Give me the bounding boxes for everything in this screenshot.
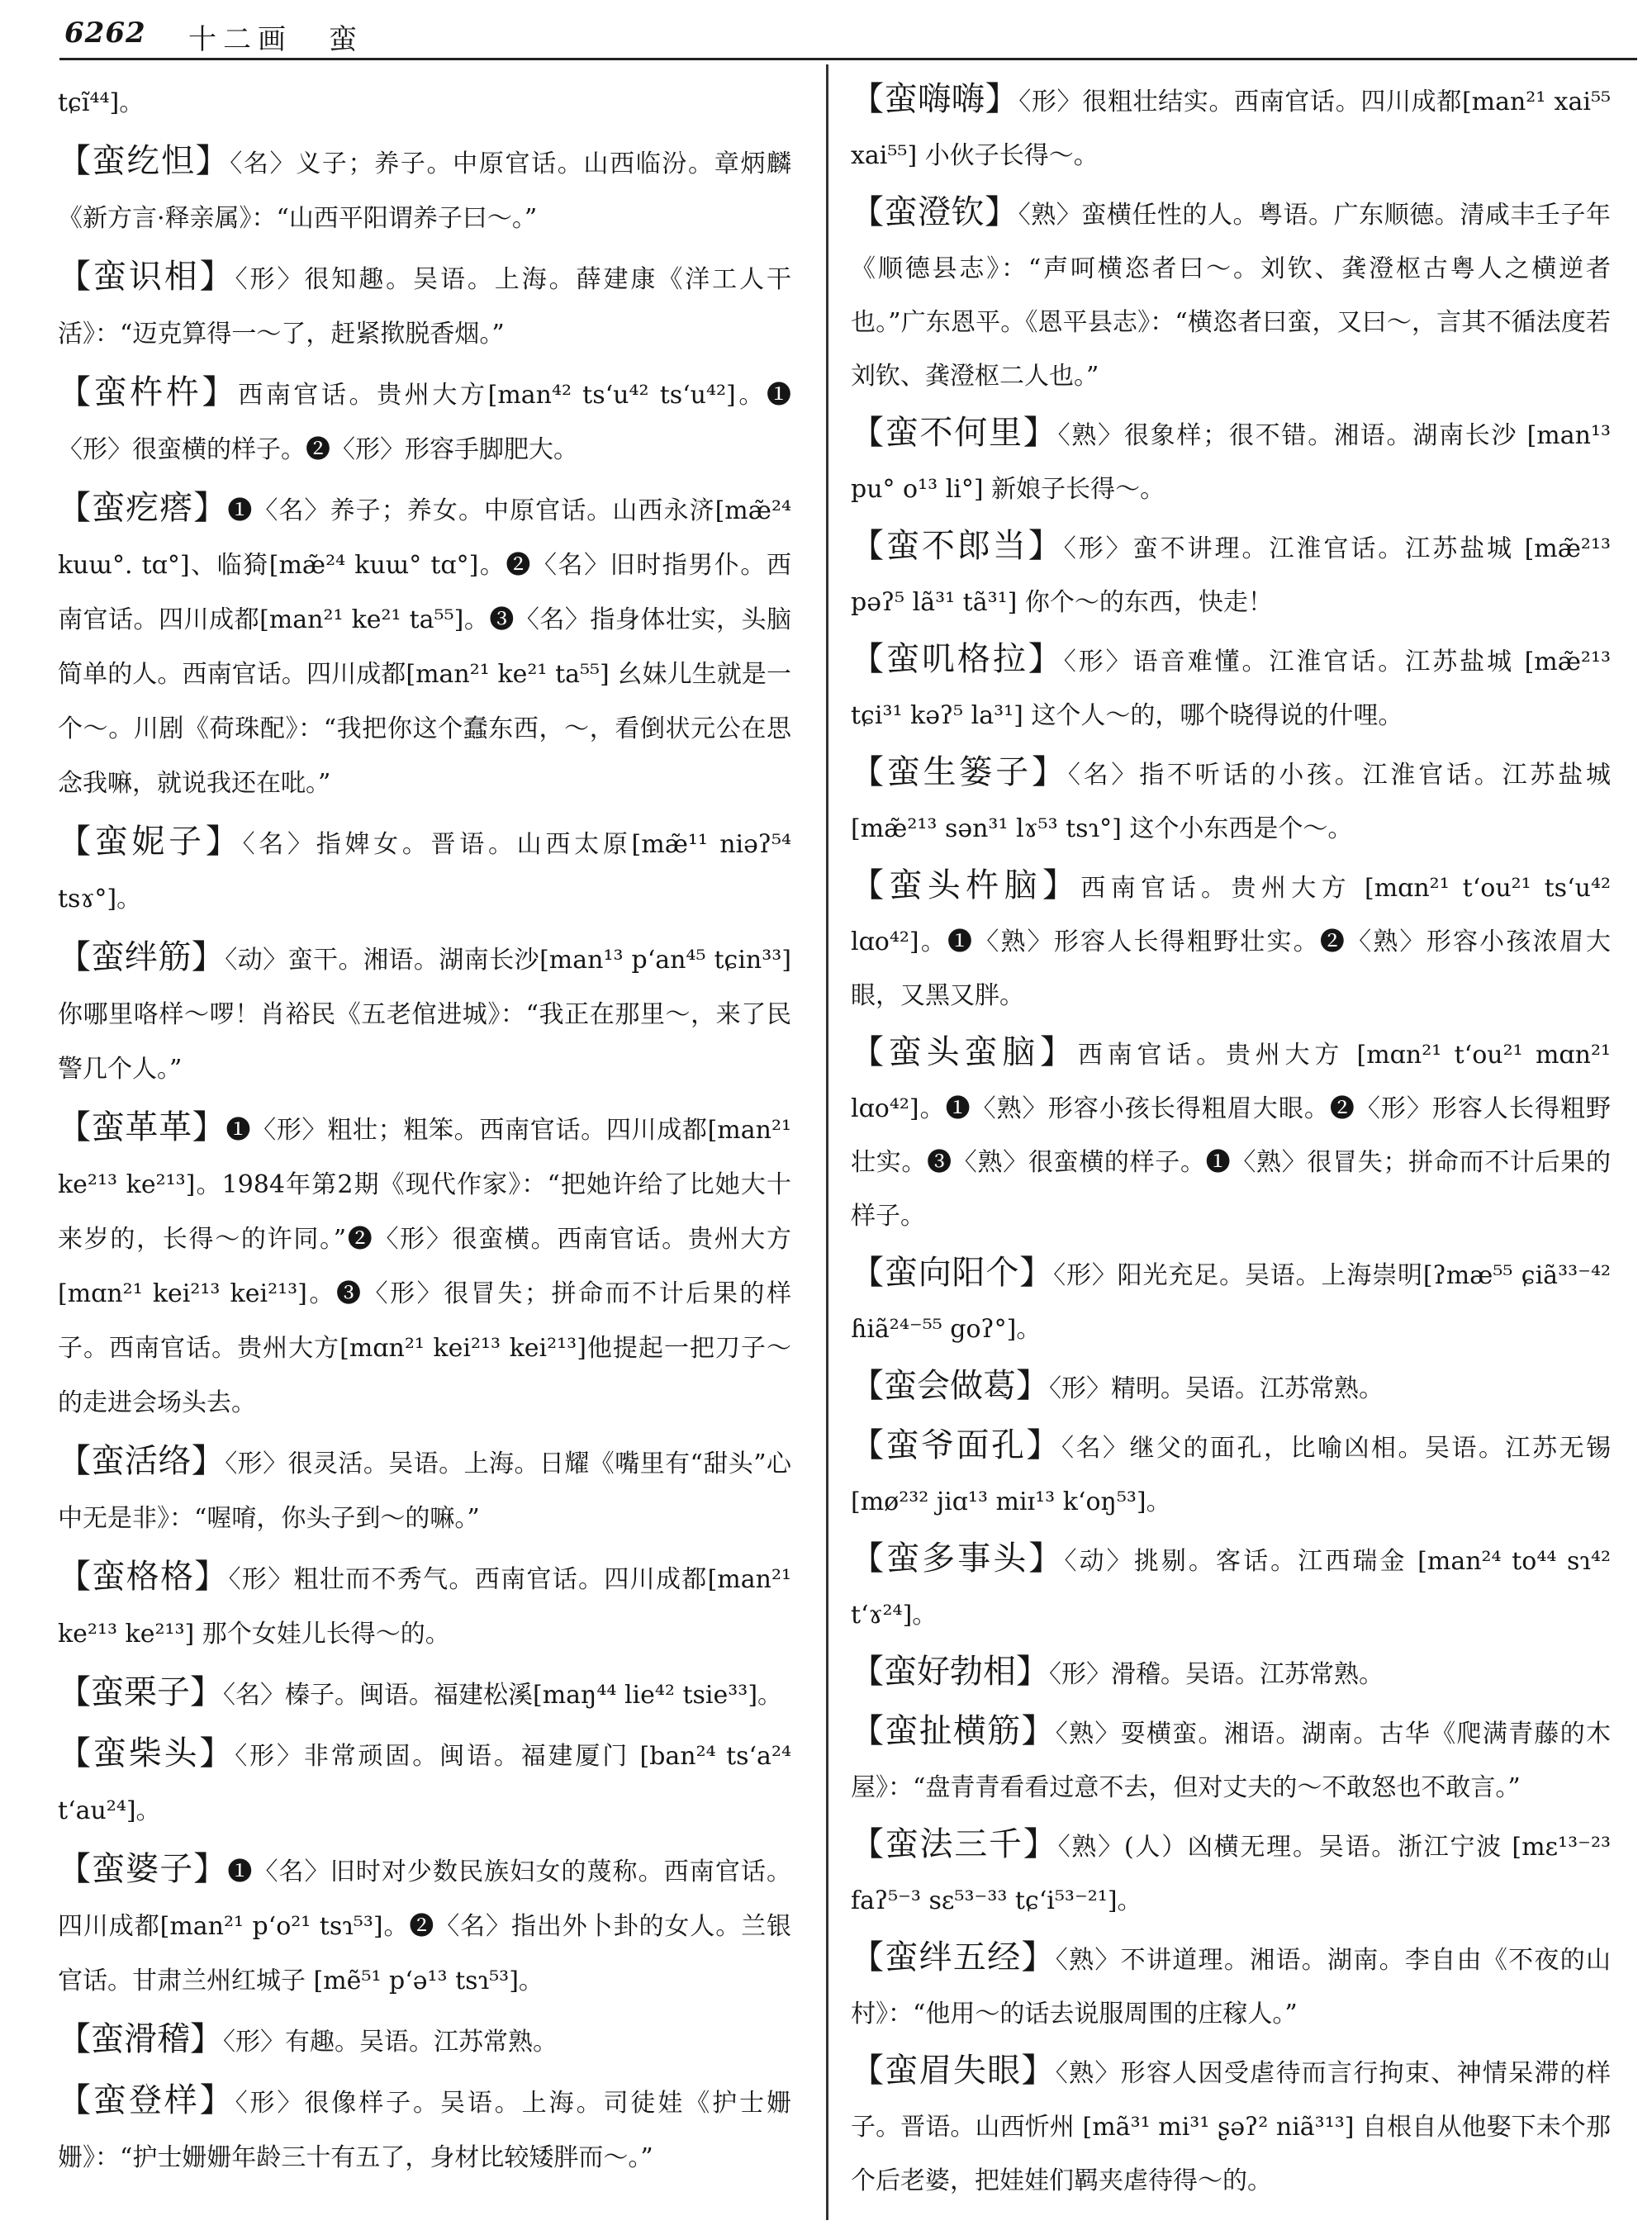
entry-headword: 【蛮头杵脑】 [851,866,1081,904]
entry-definition: 〈熟〉耍横蛮。湘语。湖南。古华《爬满青藤的木屋》：“盘青青看看过意不去，但对丈夫的～不敢怒也不敢言。” [851,1720,1612,1802]
entry-definition: 〈名〉榛子。闽语。福建松溪[maŋ⁴⁴ lie⁴² tsie³³]。 [223,1681,783,1710]
entry-definition: 〈动〉蛮干。湘语。湖南长沙[man¹³ p‘an⁴⁵ tɕin³³]你哪里咯样～啰！肖裕民《五老倌进城》：“我正在那里～，来了民警几个人。” [58,946,792,1084]
entry-definition: 〈形〉滑稽。吴语。江苏常熟。 [1049,1660,1384,1689]
dictionary-entry [58,1726,791,1839]
entry-headword: 【蛮向阳个】 [851,1254,1054,1292]
dictionary-entry [58,814,791,927]
header-rule [59,58,1637,60]
page-number: 6262 [64,17,146,50]
entry-headword: 【蛮绊筋】 [58,938,225,976]
entry-definition: 〈名〉义子；养子。中原官话。山西临汾。章炳麟《新方言·释亲属》：“山西平阳谓养子曰～。” [58,149,792,233]
dictionary-entry [851,1359,1611,1416]
entry-headword: 【蛮叽格拉】 [851,640,1064,678]
entry-headword: 【蛮会做葛】 [851,1367,1049,1405]
entry-definition: ❶〈形〉粗壮；粗笨。西南官话。四川成都[man²¹ ke²¹³ ke²¹³]。1984年第2期《现代作家》：“把她许给了比她大十来岁的，长得～的许同。”❷〈形〉很蛮横。西南官话。贵州大方[mɑn²¹ kei²¹³ kei²¹³]。❸〈形〉很冒失；拼命而不计后果的样子。西南官话。贵州大方[mɑn²¹ kei²¹³ kei²¹³]他提起一把刀子～的走进会场头去。 [58,1116,792,1417]
entry-headword: 【蛮柴头】 [58,1734,235,1772]
entry-headword: 【蛮疙瘩】 [58,489,228,527]
entry-headword: 【蛮生篓子】 [851,753,1068,791]
dictionary-entry [851,1246,1611,1356]
dictionary-entry [851,746,1611,856]
dictionary-entry [58,1665,791,1723]
entry-definition: 〈熟〉形容人因受虐待而言行拘束、神情呆滞的样子。晋语。山西忻州 [mã³¹ mi³¹ ʂəʔ² niã³¹³] 自根自从他娶下未个那个后老婆，把娃娃们羁夹虐待得～的。 [851,2059,1612,2195]
dictionary-entry [58,481,791,811]
dictionary-entry [851,633,1611,743]
entry-headword: 【蛮澄钦】 [851,193,1018,231]
entry-definition: 〈熟〉(人）凶横无理。吴语。浙江宁波 [mɛ¹³⁻²³ faʔ⁵⁻³ sɛ⁵³⁻³³ tɕ‘i⁵³⁻²¹]。 [851,1833,1612,1915]
dictionary-entry [851,1419,1611,1529]
entry-definition: 〈名〉指婢女。晋语。山西太原[mæ̃¹¹ niəʔ⁵⁴ tsɤ°]。 [58,830,791,913]
entry-headword: 【蛮不何里】 [851,414,1058,452]
entry-headword: 【蛮纥怛】 [58,142,230,180]
column-divider [826,64,828,2220]
entry-headword: 【蛮不郎当】 [851,527,1064,565]
entry-definition: ❶〈名〉旧时对少数民族妇女的蔑称。西南官话。四川成都[man²¹ p‘o²¹ tsɿ⁵³]。❷〈名〉指出外卜卦的女人。兰银官话。甘肃兰州红城子 [mẽ⁵¹ p‘ə¹³ tsɿ⁵³]。 [58,1858,792,1995]
dictionary-entry [851,73,1611,183]
entry-definition: 〈形〉非常顽固。闽语。福建厦门 [ban²⁴ ts‘a²⁴ t‘au²⁴]。 [58,1742,791,1825]
dictionary-entry [58,73,791,130]
entry-definition: 西南官话。贵州大方 [mɑn²¹ t‘ou²¹ mɑn²¹ lɑo⁴²]。❶〈熟〉形容小孩长得粗眉大眼。❷〈形〉形容人长得粗野壮实。❸〈熟〉很蛮横的样子。❶〈熟〉很冒失；拼命而不计后果的样子。 [851,1041,1612,1231]
entry-definition: 〈形〉蛮不讲理。江淮官话。江苏盐城 [mæ̃²¹³ pəʔ⁵ lã³¹ tã³¹] 你个～的东西，快走！ [851,534,1612,617]
entry-headword: 【蛮多事头】 [851,1540,1065,1578]
dictionary-entry [851,1818,1611,1928]
dictionary-entry [851,1645,1611,1701]
entry-definition: 〈形〉很粗壮结实。西南官话。四川成都[man²¹ xai⁵⁵ xai⁵⁵] 小伙子长得～。 [851,88,1611,170]
dictionary-entry [851,2044,1611,2208]
dictionary-entry [58,249,791,362]
entry-headword: 【蛮杵杵】 [58,373,239,411]
entry-headword: 【蛮栗子】 [58,1673,223,1711]
dictionary-entry [851,186,1611,403]
dictionary-entry [58,930,791,1097]
entry-definition: 〈形〉很知趣。吴语。上海。薛建康《洋工人干活》：“迈克算得一～了，赶紧揿脱香烟。” [58,265,792,349]
entry-definition: 〈形〉粗壮而不秀气。西南官话。四川成都[man²¹ ke²¹³ ke²¹³] 那个女娃儿长得～的。 [58,1565,792,1649]
dictionary-entry [58,1549,791,1662]
entry-headword: 【蛮爷面孔】 [851,1426,1061,1464]
entry-headword: 【蛮绊五经】 [851,1938,1056,1976]
dictionary-entry [58,134,791,246]
entry-headword: 【蛮革革】 [58,1108,226,1146]
entry-headword: 【蛮登样】 [58,2081,235,2119]
entry-definition: 西南官话。贵州大方[man⁴² ts‘u⁴² ts‘u⁴²]。❶〈形〉很蛮横的样子。❷〈形〉形容手脚肥大。 [58,381,791,464]
entry-definition: 〈形〉有趣。吴语。江苏常熟。 [223,2028,558,2057]
stroke-section-label: 十二画 [188,23,292,56]
dictionary-entry [851,1532,1611,1642]
entry-definition: 〈名〉指不听话的小孩。江淮官话。江苏盐城 [mæ̃²¹³ sən³¹ lɤ⁵³ tsɿ°] 这个小东西是个～。 [851,761,1612,843]
dictionary-entry [58,1842,791,2009]
entry-headword: 【蛮滑稽】 [58,2020,223,2058]
entry-definition: 〈熟〉不讲道理。湘语。湖南。李自由《不夜的山村》：“他用～的话去说服周围的庄稼人。” [851,1946,1612,2028]
entry-definition: 〈形〉很像样子。吴语。上海。司徒娃《护士姗姗》：“护士姗姗年龄三十有五了，身材比较矮胖而～。” [58,2089,792,2172]
entry-headword: 【蛮嗨嗨】 [851,80,1019,118]
entry-headword: 【蛮格格】 [58,1558,229,1596]
entry-definition: 西南官话。贵州大方 [mɑn²¹ t‘ou²¹ ts‘u⁴² lɑo⁴²]。❶〈熟〉形容人长得粗野壮实。❷〈熟〉形容小孩浓眉大眼，又黑又胖。 [851,874,1611,1010]
dictionary-entry [58,365,791,477]
entry-headword: 【蛮头蛮脑】 [851,1033,1078,1071]
entry-headword: 【蛮妮子】 [58,823,243,861]
entry-headword: 【蛮婆子】 [58,1850,228,1888]
entry-definition: tɕĩ⁴⁴]。 [58,88,145,117]
entry-definition: 〈名〉继父的面孔，比喻凶相。吴语。江苏无锡 [mø²³² jiɑ¹³ miɪ¹³ k‘oŋ⁵³]。 [851,1434,1611,1516]
dictionary-entry [58,2012,791,2070]
dictionary-entry [851,520,1611,629]
entry-definition: ❶〈名〉养子；养女。中原官话。山西永济[mæ̃²⁴ kuɯ°. tɑ°]、临猗[mæ̃²⁴ kuɯ° tɑ°]。❷〈名〉旧时指男仆。西南官话。四川成都[man²¹ ke²¹ ta⁵⁵]。❸〈名〉指身体壮实，头脑简单的人。西南官话。四川成都[man²¹ ke²¹ ta⁵⁵] 幺妹儿生就是一个～。川剧《荷珠配》：“我把你这个蠢东西，～，看倒状元公在思念我嘛，就说我还在吡。” [58,496,792,798]
dictionary-entry [58,1434,791,1546]
entry-headword: 【蛮扯横筋】 [851,1712,1056,1750]
entry-definition: 〈熟〉蛮横任性的人。粤语。广东顺德。清咸丰壬子年《顺德县志》：“声呵横恣者曰～。刘钦、龚澄枢古粤人之横逆者也。”广东恩平。《恩平县志》：“横恣者曰蛮，又曰～，言其不循法度若刘钦、龚澄枢二人也。” [851,201,1612,391]
page-header [0,0,1652,61]
entry-definition: 〈熟〉很象样；很不错。湘语。湖南长沙 [man¹³ pu° o¹³ li°] 新娘子长得～。 [851,421,1612,504]
entry-headword: 【蛮好勃相】 [851,1653,1049,1691]
entry-headword: 【蛮识相】 [58,258,235,296]
dictionary-entry [851,406,1611,516]
dictionary-entry [851,859,1611,1022]
entry-definition: 〈形〉很灵活。吴语。上海。日耀《嘴里有“甜头”心中无是非》：“喔唷，你头子到～的嘛。” [58,1450,791,1533]
entry-definition: 〈形〉语音难懂。江淮官话。江苏盐城 [mæ̃²¹³ tɕi³¹ kəʔ⁵ la³¹] 这个人～的，哪个晓得说的什哩。 [851,648,1612,730]
left-column [58,73,791,2189]
dictionary-entry [58,1100,791,1431]
dictionary-entry [851,1026,1611,1243]
dictionary-entry [58,2073,791,2185]
entry-definition: 〈动〉挑剔。客话。江西瑞金 [man²⁴ to⁴⁴ sɿ⁴² t‘ɤ²⁴]。 [851,1547,1612,1630]
entry-definition: 〈形〉精明。吴语。江苏常熟。 [1049,1374,1384,1403]
head-character: 蛮 [329,23,357,56]
entry-headword: 【蛮眉失眼】 [851,2052,1056,2090]
dictionary-entry [851,1931,1611,2041]
entry-headword: 【蛮活络】 [58,1442,225,1480]
dictionary-entry [851,1705,1611,1815]
right-column [851,73,1611,2211]
entry-headword: 【蛮法三千】 [851,1825,1058,1863]
entry-definition: 〈形〉阳光充足。吴语。上海崇明[ʔmæ⁵⁵ ɕiã³³⁻⁴² ɦiã²⁴⁻⁵⁵ goʔ°]。 [851,1261,1612,1344]
